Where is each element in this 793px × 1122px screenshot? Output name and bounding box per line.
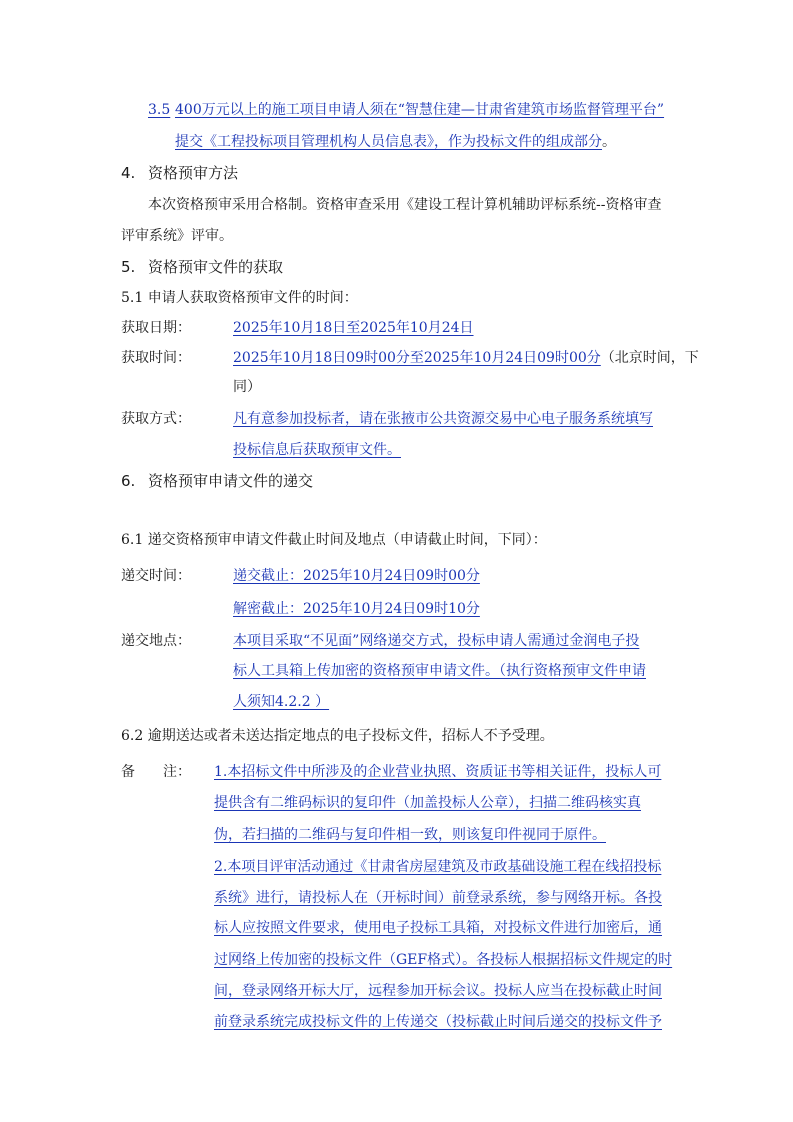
remark-2-line-1: 2.本项目评审活动通过《甘肃省房屋建筑及市政基础设施工程在线招投标 [214, 859, 662, 875]
acquire-time-row [233, 348, 699, 368]
acquire-method-line-2: 投标信息后获取预审文件。 [233, 442, 401, 458]
remark-1-line-3: 伪，若扫描的二维码与复印件相一致，则该复印件视同于原件。 [214, 827, 606, 843]
acquire-date-value: 2025年10月18日至2025年10月24日 [233, 320, 474, 336]
acquire-time-value: 2025年10月18日09时00分至2025年10月24日09时00分 [233, 350, 601, 366]
section-3-5-line-2: 提交《工程投标项目管理机构人员信息表》，作为投标文件的组成部分 [175, 134, 602, 150]
acquire-method-line-1: 凡有意参加投标者，请在张掖市公共资源交易中心电子服务系统填写 [233, 411, 653, 427]
submit-place-line-1: 本项目采取“不见面”网络递交方式，投标申请人需通过金润电子投 [233, 633, 640, 649]
section-6-1: 6.1 递交资格预审申请文件截止时间及地点（申请截止时间，下同）： [121, 532, 547, 548]
remark-2-line-6: 前登录系统完成投标文件的上传递交（投标截止时间后递交的投标文件予 [214, 1014, 662, 1030]
remark-1-line-1: 1.本招标文件中所涉及的企业营业执照、资质证书等相关证件，投标人可 [214, 764, 662, 780]
section-5-1: 5.1 申请人获取资格预审文件的时间： [121, 290, 358, 306]
remark-2-line-3: 标人应按照文件要求，使用电子投标工具箱，对投标文件进行加密后，通 [214, 920, 662, 936]
remark-2-line-5: 间，登录网络开标大厅，远程参加开标会议。投标人应当在投标截止时间 [214, 983, 662, 999]
section-6-2: 6.2 逾期送达或者未送达指定地点的电子投标文件，招标人不予受理。 [121, 728, 554, 744]
remark-2-line-4: 过网络上传加密的投标文件（GEF格式）。各投标人根据招标文件规定的时 [214, 952, 673, 968]
submit-place-label: 递交地点： [121, 633, 191, 649]
section-4-paragraph-line-1: 本次资格预审采用合格制。资格审查采用《建设工程计算机辅助评标系统--资格审查 [148, 197, 662, 213]
remark-1-line-2: 提供含有二维码标识的复印件（加盖投标人公章），扫描二维码核实真 [214, 795, 641, 811]
remarks-label: 备 注： [121, 764, 191, 780]
section-6-number: 6. [121, 472, 136, 490]
acquire-method-label: 获取方式： [121, 411, 191, 427]
acquire-time-label: 获取时间： [121, 350, 191, 366]
section-4-paragraph-line-2: 评审系统》评审。 [121, 228, 233, 244]
section-6-title: 资格预审申请文件的递交 [148, 472, 314, 490]
submit-place-line-2: 标人工具箱上传加密的资格预审申请文件。（执行资格预审文件申请 [233, 663, 646, 679]
submit-place-line-3: 人须知4.2.2 ） [233, 694, 330, 710]
acquire-time-note-cont: 同） [233, 379, 261, 395]
remark-2-line-2: 系统》进行，请投标人在（开标时间）前登录系统，参与网络开标。各投 [214, 890, 662, 906]
acquire-date-label: 获取日期： [121, 320, 191, 336]
section-5-number: 5. [121, 258, 136, 276]
section-3-5-line-2-end: 。 [602, 134, 616, 150]
section-5-title: 资格预审文件的获取 [148, 258, 284, 276]
submit-deadline: 递交截止：2025年10月24日09时00分 [233, 568, 480, 584]
decrypt-deadline: 解密截止：2025年10月24日09时10分 [233, 601, 480, 617]
section-4-title: 资格预审方法 [148, 164, 239, 182]
section-4-number: 4. [121, 164, 136, 182]
section-3-5-line-1: 400万元以上的施工项目申请人须在“智慧住建—甘肃省建筑市场监督管理平台” [175, 102, 665, 118]
acquire-time-note: （北京时间，下 [600, 350, 699, 366]
section-3-5-line-2-wrap [175, 132, 616, 152]
submit-time-label: 递交时间： [121, 568, 191, 584]
section-3-5-number: 3.5 [148, 102, 171, 118]
